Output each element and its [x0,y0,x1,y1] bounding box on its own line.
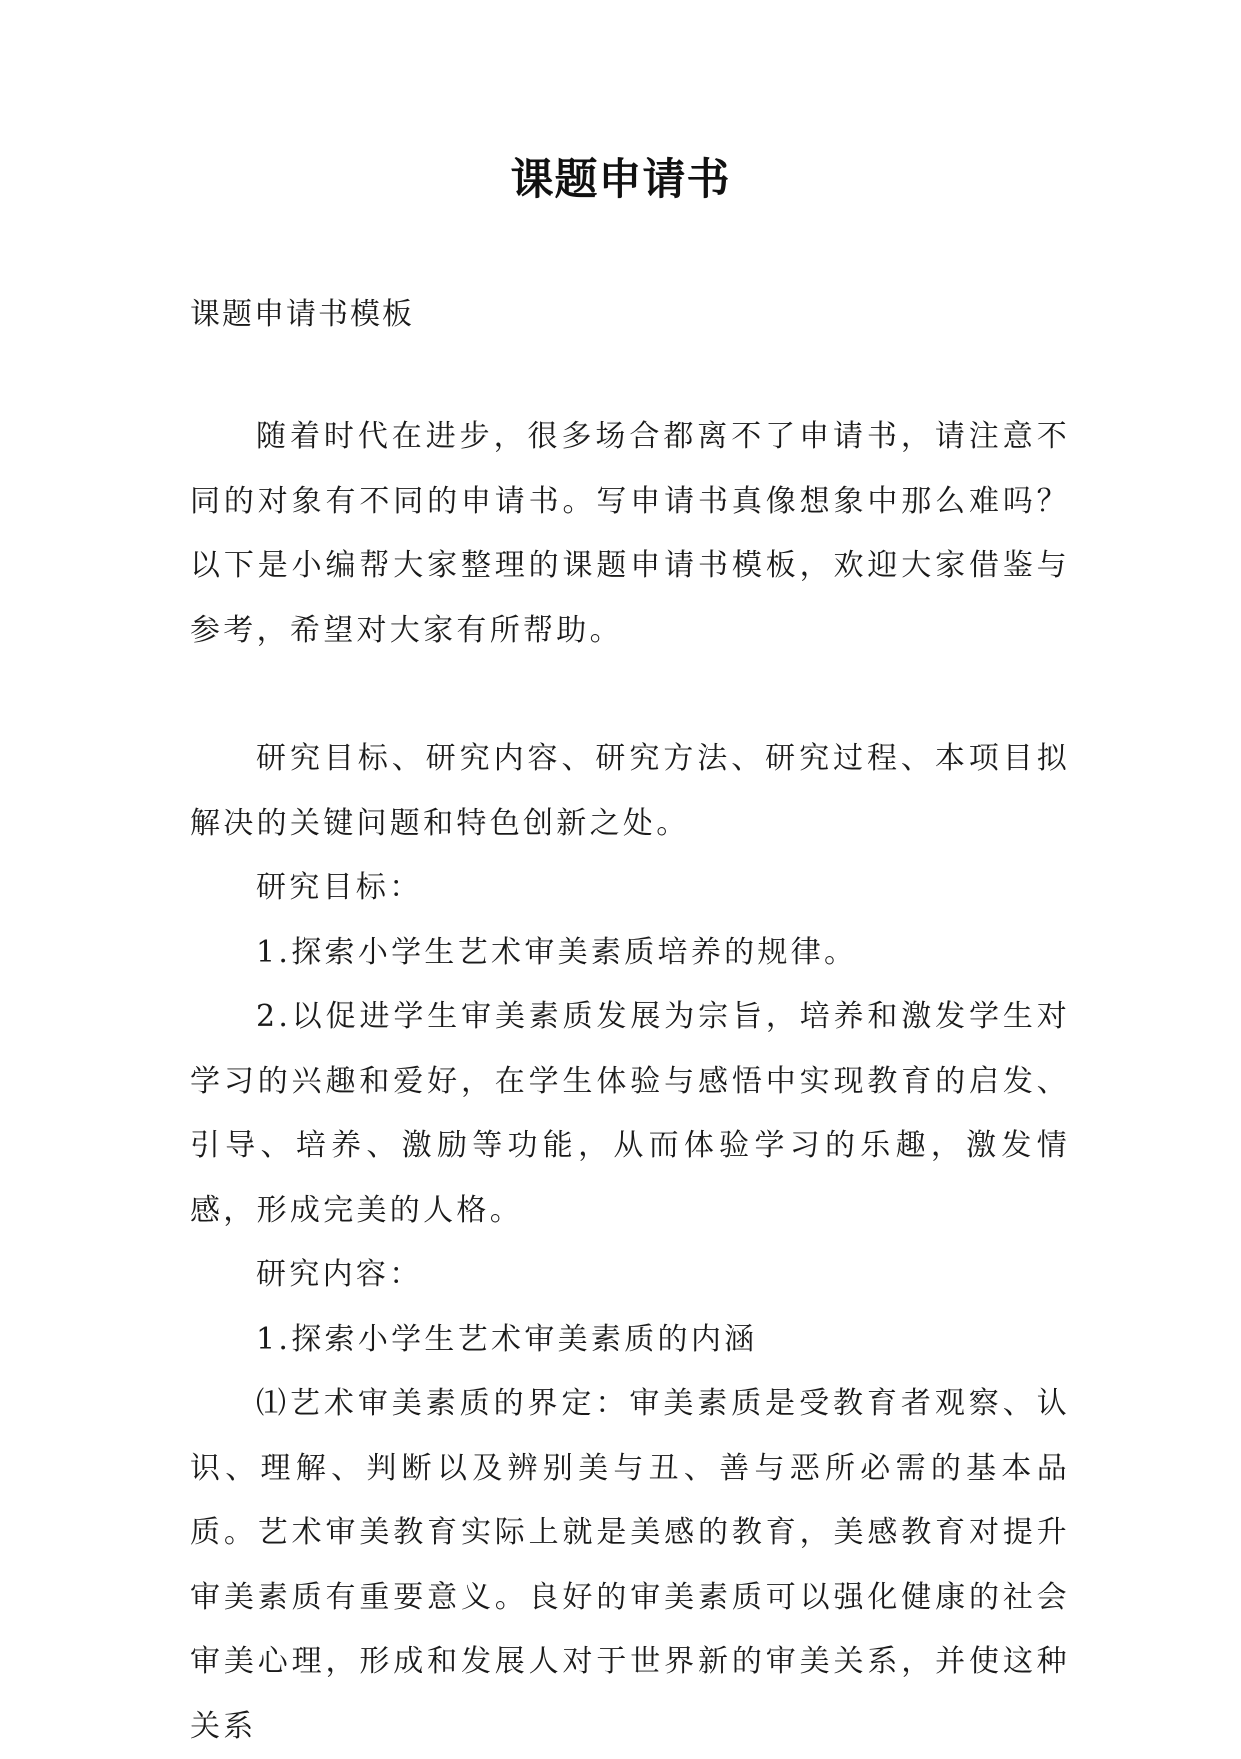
intro-paragraph: 随着时代在进步，很多场合都离不了申请书，请注意不同的对象有不同的申请书。写申请书真像想象中那么难吗？以下是小编帮大家整理的课题申请书模板，欢迎大家借鉴与参考，希望对大家有所帮助。 [190,419,1070,648]
research-goal-heading: 研究目标： [256,870,423,905]
research-content-subitem-1: ⑴艺术审美素质的界定：审美素质是受教育者观察、认识、理解、判断以及辨别美与丑、善与恶所必需的基本品质。艺术审美教育实际上就是美感的教育，美感教育对提升审美素质有重要意义。良好的审美素质可以强化健康的社会审美心理，形成和发展人对于世界新的审美关系，并使这种关系 [190,1386,1070,1744]
research-goal-item-1: 1.探索小学生艺术审美素质培养的规律。 [256,934,858,970]
scope-paragraph: 研究目标、研究内容、研究方法、研究过程、本项目拟解决的关键问题和特色创新之处。 [190,741,1070,841]
paragraph-gap [190,663,1070,727]
research-content-item-1: 1.探索小学生艺术审美素质的内涵 [256,1321,758,1357]
document-subtitle: 课题申请书模板 [190,297,414,332]
research-content-heading: 研究内容： [256,1257,423,1292]
document-body [190,405,1070,1759]
research-goal-item-2: 2.以促进学生审美素质发展为宗旨，培养和激发学生对学习的兴趣和爱好，在学生体验与感悟中实现教育的启发、引导、培养、激励等功能，从而体验学习的乐趣，激发情感，形成完美的人格。 [190,999,1070,1228]
document-title: 课题申请书 [510,155,731,205]
